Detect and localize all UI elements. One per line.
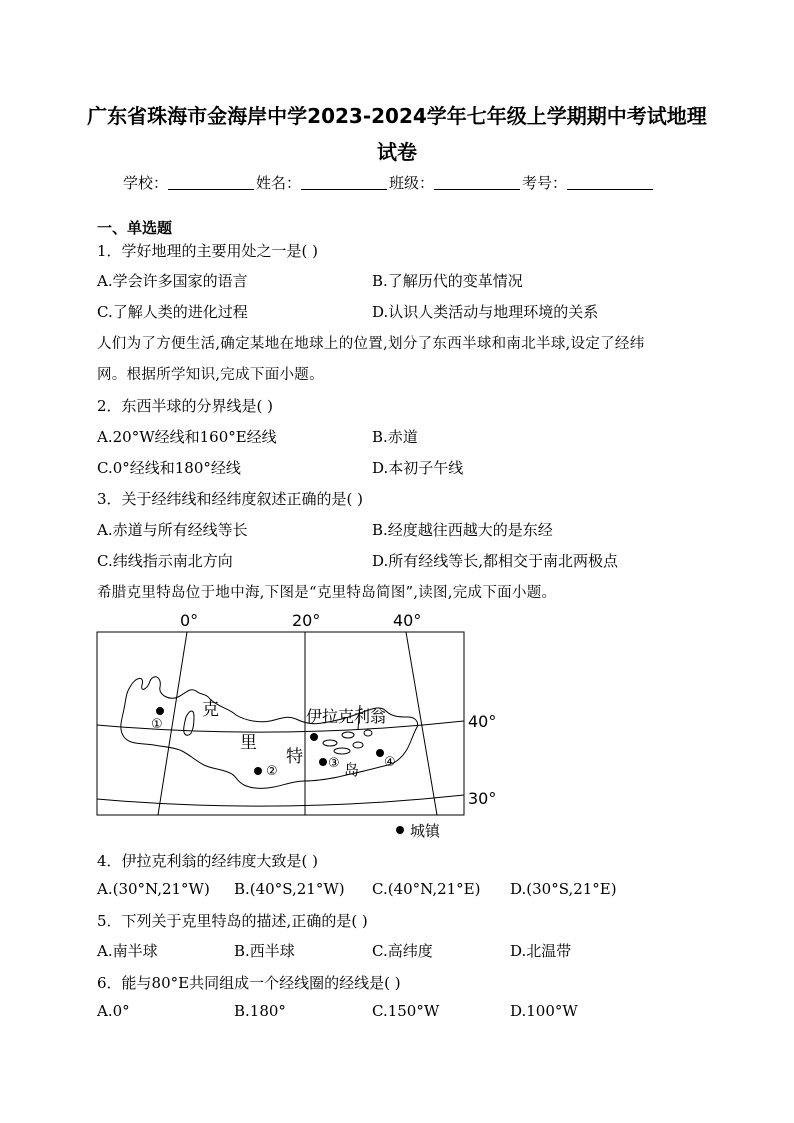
city-dot-heraklion xyxy=(310,733,318,741)
q6-option-d[interactable]: D.100°W xyxy=(510,1002,578,1020)
islet-4 xyxy=(353,742,363,748)
q6-stem: 6．能与80°E共同组成一个经线圈的经线是( ) xyxy=(97,974,401,992)
lat-label-30: 30° xyxy=(468,789,497,808)
islet-1 xyxy=(323,740,337,746)
q5-stem: 5．下列关于克里特岛的描述,正确的是( ) xyxy=(97,912,368,930)
q1-stem: 1．学好地理的主要用处之一是( ) xyxy=(97,242,319,260)
q1-option-b[interactable]: B.了解历代的变革情况 xyxy=(372,272,523,290)
city-dot-3 xyxy=(319,758,327,766)
island-char-3: 特 xyxy=(286,747,303,767)
city-dot-2 xyxy=(254,767,262,775)
q3-option-c[interactable]: C.纬线指示南北方向 xyxy=(97,552,233,570)
q1-option-d[interactable]: D.认识人类活动与地理环境的关系 xyxy=(372,303,599,321)
q2-option-d[interactable]: D.本初子午线 xyxy=(372,459,464,477)
city-dot-4 xyxy=(376,749,384,757)
legend-dot xyxy=(396,826,404,834)
q4-option-c[interactable]: C.(40°N,21°E) xyxy=(372,880,481,898)
school-label: 学校： xyxy=(123,174,169,192)
q4-stem: 4．伊拉克利翁的经纬度大致是( ) xyxy=(97,852,319,870)
intro-paragraph-1-line2: 网。根据所学知识,完成下面小题。 xyxy=(97,367,324,383)
parallel-30 xyxy=(97,795,464,806)
crete-map xyxy=(90,605,510,845)
q4-option-a[interactable]: A.(30°N,21°W) xyxy=(97,880,210,898)
q6-option-c[interactable]: C.150°W xyxy=(372,1002,440,1020)
student-info-row xyxy=(123,172,655,193)
city-dot-1 xyxy=(156,707,164,715)
number-label: 考号： xyxy=(522,174,568,192)
q4-option-d[interactable]: D.(30°S,21°E) xyxy=(510,880,617,898)
q1-option-c[interactable]: C.了解人类的进化过程 xyxy=(97,303,248,321)
q3-stem: 3．关于经纬线和经纬度叙述正确的是( ) xyxy=(97,490,364,508)
number-blank[interactable] xyxy=(567,175,653,190)
class-blank[interactable] xyxy=(434,175,520,190)
q6-option-b[interactable]: B.180° xyxy=(234,1002,286,1020)
q4-option-b[interactable]: B.(40°S,21°W) xyxy=(234,880,345,898)
class-label: 班级： xyxy=(389,174,435,192)
islet-2 xyxy=(342,732,354,738)
islet-5 xyxy=(364,730,372,736)
intro-paragraph-2: 希腊克里特岛位于地中海,下图是“克里特岛简图”,读图,完成下面小题。 xyxy=(97,585,557,601)
island-char-1: 克 xyxy=(202,700,219,720)
section-heading: 一、单选题 xyxy=(97,219,173,237)
q5-option-c[interactable]: C.高纬度 xyxy=(372,942,433,960)
page-title-line1: 广东省珠海市金海岸中学2023-2024学年七年级上学期期中考试地理 xyxy=(87,104,707,128)
point-label-3: ③ xyxy=(328,756,340,771)
page-title-line2: 试卷 xyxy=(377,140,417,164)
lat-label-40: 40° xyxy=(468,712,497,731)
islet-3 xyxy=(334,748,350,754)
q2-stem: 2．东西半球的分界线是( ) xyxy=(97,397,274,415)
q5-option-d[interactable]: D.北温带 xyxy=(510,942,572,960)
name-blank[interactable] xyxy=(301,175,387,190)
city-name-heraklion: 伊拉克利翁 xyxy=(306,707,387,726)
q3-option-a[interactable]: A.赤道与所有经线等长 xyxy=(97,521,248,539)
point-label-4: ④ xyxy=(384,755,396,770)
name-label: 姓名： xyxy=(256,174,302,192)
lon-label-40: 40° xyxy=(393,611,422,630)
q3-option-b[interactable]: B.经度越往西越大的是东经 xyxy=(372,521,553,539)
inner-lake xyxy=(184,711,194,735)
q2-option-a[interactable]: A.20°W经线和160°E经线 xyxy=(97,428,277,446)
q5-option-b[interactable]: B.西半球 xyxy=(234,942,295,960)
q3-option-d[interactable]: D.所有经线等长,都相交于南北两极点 xyxy=(372,552,619,570)
legend-label: 城镇 xyxy=(410,822,441,840)
intro-paragraph-1-line1: 人们为了方便生活,确定某地在地球上的位置,划分了东西半球和南北半球,设定了经纬 xyxy=(97,336,645,352)
lon-label-0: 0° xyxy=(180,611,199,630)
q2-option-c[interactable]: C.0°经线和180°经线 xyxy=(97,459,241,477)
point-label-1: ① xyxy=(151,717,163,732)
meridian-40 xyxy=(406,632,437,815)
island-char-2: 里 xyxy=(240,733,257,753)
school-blank[interactable] xyxy=(168,175,254,190)
q1-option-a[interactable]: A.学会许多国家的语言 xyxy=(97,272,248,290)
q6-option-a[interactable]: A.0° xyxy=(97,1002,130,1020)
q5-option-a[interactable]: A.南半球 xyxy=(97,942,158,960)
point-label-2: ② xyxy=(266,764,278,779)
island-char-4: 岛 xyxy=(344,761,360,779)
q2-option-b[interactable]: B.赤道 xyxy=(372,428,418,446)
lon-label-20: 20° xyxy=(292,611,321,630)
